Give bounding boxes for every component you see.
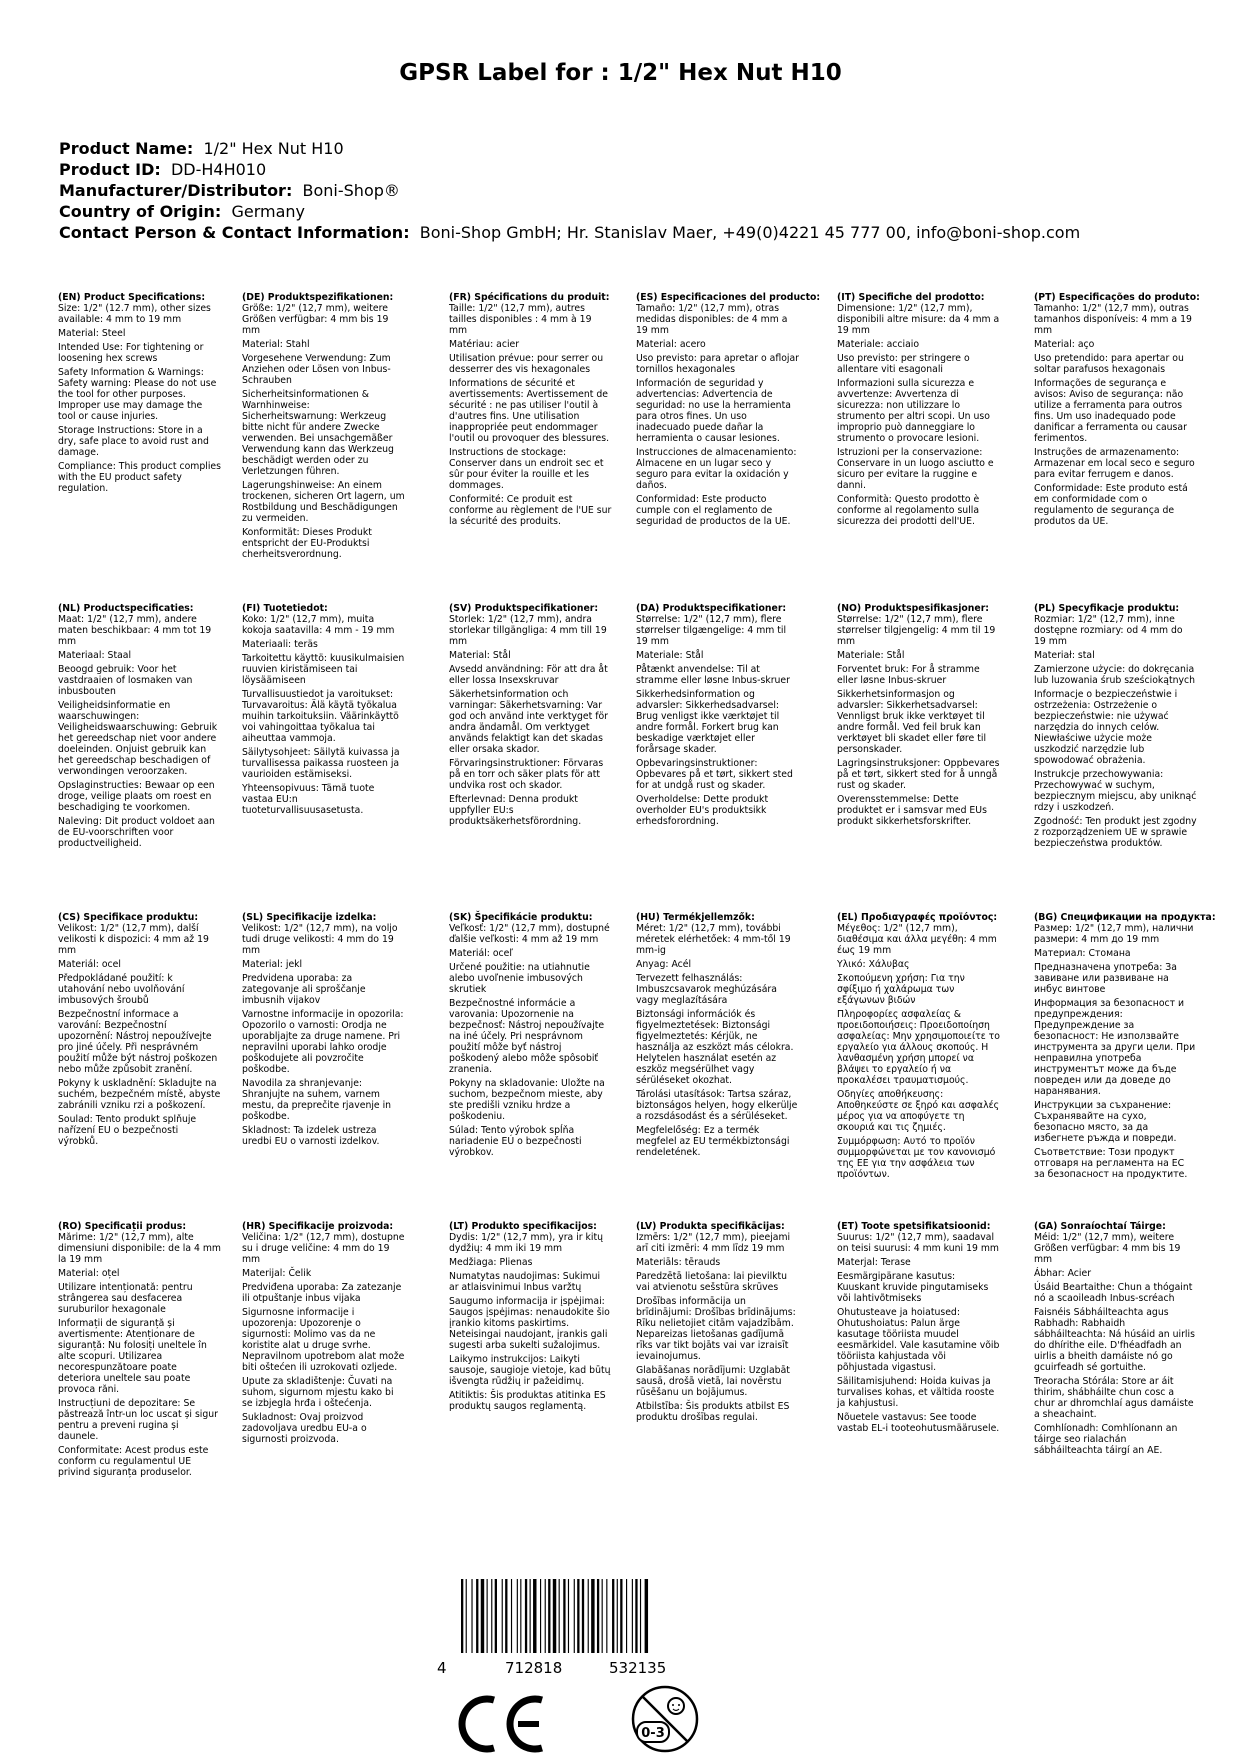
spec-paragraph: Utilizare intenționată: pentru strângerea sau desfacerea suruburilor hexagonale bbox=[58, 1282, 193, 1315]
barcode-digit-lead: 4 bbox=[437, 1659, 447, 1677]
spec-paragraph: Instrucciones de almacenamiento: Almacene en un lugar seco y seguro para evitar la oxidación y daños. bbox=[636, 447, 797, 491]
ce-mark-icon bbox=[458, 1694, 553, 1754]
product-name-row bbox=[59, 138, 1080, 159]
spec-paragraph: Storlek: 1/2" (12,7 mm), andra storlekar tillgängliga: 4 mm till 19 mm bbox=[449, 614, 607, 647]
spec-paragraph: Informações de segurança e avisos: Aviso de segurança: não utilize a ferramenta para outros fins. Um uso inadequado pode danificar a ferramenta ou causar ferimentos. bbox=[1034, 378, 1187, 444]
spec-paragraph: Informations de sécurité et avertissements: Avertissement de sécurité : ne pas utiliser l'outil à d'autres fins. Une utilisation inappropriée peut endommager l'outil ou provoquer des blessures. bbox=[449, 378, 610, 444]
spec-heading: (IT) Specifiche del prodotto: bbox=[837, 292, 985, 303]
spec-paragraph: Atitiktis: Šis produktas atitinka ES produktų saugos reglamentą. bbox=[449, 1390, 606, 1412]
spec-paragraph: Инструкции за съхранение: Съхранявайте на сухо, безопасно място, за да избегнете ръжда и повреди. bbox=[1034, 1100, 1177, 1144]
product-info bbox=[59, 138, 1080, 243]
product-id-row bbox=[59, 159, 1080, 180]
spec-paragraph: Material: Steel bbox=[58, 328, 126, 339]
spec-paragraph: Veiligheidsinformatie en waarschuwingen: Veiligheidswaarschuwing: Gebruik het gereedschap niet voor andere doeleinden. Onjuist gebruik kan het gereedschap beschadigen of verwondingen veroorzaken. bbox=[58, 700, 218, 777]
spec-paragraph: Sukladnost: Ovaj proizvod zadovoljava uredbu EU-a o sigurnosti proizvoda. bbox=[242, 1412, 367, 1445]
spec-paragraph: Materjal: Terase bbox=[837, 1257, 911, 1268]
spec-paragraph: Predviđena uporaba: Za zatezanje ili otpuštanje inbus vijaka bbox=[242, 1282, 402, 1304]
spec-paragraph: Υλικό: Χάλυβας bbox=[837, 959, 910, 970]
info-value: 1/2" Hex Nut H10 bbox=[203, 139, 344, 158]
spec-paragraph: Koko: 1/2" (12,7 mm), muita kokoja saatavilla: 4 mm - 19 mm bbox=[242, 614, 395, 636]
spec-paragraph: Biztonsági információk és figyelmeztetések: Biztonsági figyelmeztetés: Kérjük, ne használja az eszközt más célokra. Helytelen használat esetén az eszköz megsérülhet vagy sérüléseket okozhat. bbox=[636, 1009, 794, 1086]
info-label: Product Name: bbox=[59, 139, 194, 158]
spec-paragraph: Informații de siguranță și avertismente: Atenționare de siguranță: Nu folosiți uneltele în alte scopuri. Utilizarea necorespunzătoare poate deteriora uneltele sau poate provoca răni. bbox=[58, 1318, 207, 1395]
spec-block bbox=[242, 912, 405, 1150]
spec-paragraph: Istruzioni per la conservazione: Conservare in un luogo asciutto e sicuro per evitare la ruggine e danni. bbox=[837, 447, 994, 491]
spec-paragraph: Zamierzone użycie: do dokręcania lub luzowania śrub sześciokątnych bbox=[1034, 664, 1196, 686]
spec-block bbox=[58, 292, 221, 497]
spec-block bbox=[449, 1221, 612, 1415]
spec-paragraph: Instructions de stockage: Conserver dans un endroit sec et sûr pour éviter la rouille et les dommages. bbox=[449, 447, 604, 491]
spec-paragraph: Opbevaringsinstruktioner: Opbevares på et tørt, sikkert sted for at undgå rust og skader. bbox=[636, 758, 793, 791]
spec-heading: (LT) Produkto specifikacijos: bbox=[449, 1221, 597, 1232]
spec-paragraph: Izmērs: 1/2" (12,7 mm), pieejami arī citi izmēri: 4 mm līdz 19 mm bbox=[636, 1232, 791, 1254]
spec-paragraph: Comhlíonadh: Comhlíonann an táirge seo rialachán sábháilteachta táirgí an AE. bbox=[1034, 1423, 1178, 1456]
spec-heading: (ET) Toote spetsifikatsioonid: bbox=[837, 1221, 991, 1232]
spec-paragraph: Paredzētā lietošana: lai pievilktu vai atvienotu sešstūra skrūves bbox=[636, 1271, 788, 1293]
spec-heading: (SK) Špecifikácie produktu: bbox=[449, 912, 593, 923]
spec-heading: (DE) Produktspezifikationen: bbox=[242, 292, 394, 303]
spec-paragraph: Material: Stål bbox=[449, 650, 511, 661]
spec-paragraph: Efterlevnad: Denna produkt uppfyller EU:s produktsäkerhetsförordning. bbox=[449, 794, 582, 827]
spec-paragraph: Uso previsto: para apretar o aflojar tornillos hexagonales bbox=[636, 353, 799, 375]
spec-paragraph: Sicherheitsinformationen & Warnhinweise: Sicherheitswarnung: Werkzeug bitte nicht für andere Zwecke verwenden. Bei unsachgemäßer Verwendung kann das Werkzeug beschädigt werden oder zu Verletzungen führen. bbox=[242, 389, 394, 477]
country-row bbox=[59, 201, 1080, 222]
spec-paragraph: Σκοπούμενη χρήση: Για την σφίξιμο ή χαλάρωμα των εξάγωνων βιδών bbox=[837, 973, 965, 1006]
spec-block bbox=[636, 292, 821, 530]
spec-paragraph: Información de seguridad y advertencias: Advertencia de seguridad: no use la herramienta para otros fines. Un uso inadecuado puede dañar la herramienta o causar lesiones. bbox=[636, 378, 791, 444]
spec-block bbox=[837, 912, 1000, 1183]
spec-paragraph: Säilitamisjuhend: Hoida kuivas ja turvalises kohas, et vältida rooste ja kahjustusi. bbox=[837, 1376, 995, 1409]
age-range-label: 0-3 bbox=[641, 1726, 665, 1741]
info-value: Boni-Shop® bbox=[302, 181, 400, 200]
spec-heading: (HR) Specifikacije proizvoda: bbox=[242, 1221, 394, 1232]
spec-paragraph: Uso pretendido: para apertar ou soltar parafusos hexagonais bbox=[1034, 353, 1184, 375]
spec-paragraph: Materiāls: tērauds bbox=[636, 1257, 721, 1268]
spec-paragraph: Opslaginstructies: Bewaar op een droge, veilige plaats om roest en beschadiging te voorkomen. bbox=[58, 780, 215, 813]
spec-paragraph: Bezpečnostní informace a varování: Bezpečnostní upozornění: Nástroj nepoužívejte pro jiné účely. Při nesprávném použití může být nástroj poškozen nebo může způsobit zranění. bbox=[58, 1009, 218, 1075]
spec-paragraph: Säkerhetsinformation och varningar: Säkerhetsvarning: Var god och använd inte verktyget för andra ändamål. Om verktyget används felaktigt kan det skadas eller orsaka skador. bbox=[449, 689, 609, 755]
spec-paragraph: Materiał: stal bbox=[1034, 650, 1095, 661]
spec-paragraph: Materiál: oceľ bbox=[449, 948, 513, 959]
spec-block bbox=[449, 912, 612, 1161]
spec-paragraph: Suurus: 1/2" (12,7 mm), saadaval on teisi suurusi: 4 mm kuni 19 mm bbox=[837, 1232, 999, 1254]
spec-paragraph: Předpokládané použití: k utahování nebo uvolňování imbusových šroubů bbox=[58, 973, 185, 1006]
spec-heading: (EL) Προδιαγραφές προϊόντος: bbox=[837, 912, 998, 923]
spec-paragraph: Medžiaga: Plienas bbox=[449, 1257, 533, 1268]
spec-paragraph: Pokyny k uskladnění: Skladujte na suchém, bezpečném místě, abyste zabránili vzniku rzi a poškození. bbox=[58, 1078, 221, 1111]
spec-paragraph: Compliance: This product complies with the EU product safety regulation. bbox=[58, 461, 221, 494]
spec-paragraph: Størrelse: 1/2" (12,7 mm), flere størrelser tilgjengelig: 4 mm til 19 mm bbox=[837, 614, 996, 647]
spec-paragraph: Pokyny na skladovanie: Uložte na suchom, bezpečnom mieste, aby ste predišli vzniku hrdze a poškodeniu. bbox=[449, 1078, 605, 1122]
spec-paragraph: Μέγεθος: 1/2" (12,7 mm), διαθέσιμα και άλλα μεγέθη: 4 mm έως 19 mm bbox=[837, 923, 997, 956]
info-label: Country of Origin: bbox=[59, 202, 222, 221]
spec-paragraph: Intended Use: For tightening or loosening hex screws bbox=[58, 342, 204, 364]
spec-paragraph: Ohutusteave ja hoiatused: Ohutushoiatus: Palun ärge kasutage tööriista muudel eesmärkidel. Vale kasutamine võib tööriista kahjustada või põhjustada vigastusi. bbox=[837, 1307, 1000, 1373]
spec-paragraph: Velikost: 1/2" (12,7 mm), na voljo tudi druge velikosti: 4 mm do 19 mm bbox=[242, 923, 398, 956]
spec-paragraph: Συμμόρφωση: Αυτό το προϊόν συμμορφώνεται με τον κανονισμό της ΕΕ για την ασφάλεια των προϊόντων. bbox=[837, 1136, 996, 1180]
spec-paragraph: Instrucțiuni de depozitare: Se păstrează într-un loc uscat și sigur pentru a preveni rugina și daunele. bbox=[58, 1398, 219, 1442]
spec-heading: (ES) Especificaciones del producto: bbox=[636, 292, 821, 303]
spec-paragraph: Informacje o bezpieczeństwie i ostrzeżenia: Ostrzeżenie o bezpieczeństwie: nie używać narzędzia do innych celów. Niewłaściwe użycie może uszkodzić narzędzie lub spowodować obrażenia. bbox=[1034, 689, 1178, 766]
spec-paragraph: Storage Instructions: Store in a dry, safe place to avoid rust and damage. bbox=[58, 425, 209, 458]
spec-heading: (SV) Produktspecifikationer: bbox=[449, 603, 599, 614]
spec-paragraph: Naleving: Dit product voldoet aan de EU-voorschriften voor productveiligheid. bbox=[58, 816, 215, 849]
spec-paragraph: Størrelse: 1/2" (12,7 mm), flere størrelser tilgængelige: 4 mm til 19 mm bbox=[636, 614, 787, 647]
spec-paragraph: Conformidade: Este produto está em conformidade com o regulamento de segurança de produtos da UE. bbox=[1034, 483, 1188, 527]
spec-block bbox=[1034, 912, 1216, 1183]
spec-paragraph: Size: 1/2" (12.7 mm), other sizes available: 4 mm to 19 mm bbox=[58, 303, 211, 325]
spec-paragraph: Tamanho: 1/2" (12,7 mm), outras tamanhos disponíveis: 4 mm a 19 mm bbox=[1034, 303, 1192, 336]
spec-block bbox=[636, 603, 799, 830]
spec-paragraph: Material: aço bbox=[1034, 339, 1095, 350]
spec-paragraph: Размер: 1/2" (12,7 mm), налични размери: 4 mm до 19 mm bbox=[1034, 923, 1194, 945]
spec-paragraph: Lagerungshinweise: An einem trockenen, sicheren Ort lagern, um Rostbildung und Beschädigungen zu vermeiden. bbox=[242, 480, 405, 524]
spec-block bbox=[1034, 1221, 1197, 1459]
spec-paragraph: Soulad: Tento produkt splňuje nařízení EU o bezpečnosti výrobků. bbox=[58, 1114, 197, 1147]
spec-paragraph: Съответствие: Този продукт отговаря на регламента на ЕС за безопасност на продуктите. bbox=[1034, 1147, 1188, 1180]
spec-paragraph: Materiaali: teräs bbox=[242, 639, 318, 650]
spec-paragraph: Saugumo informacija ir įspėjimai: Saugos įspėjimas: nenaudokite šio įrankio kitoms paskirtims. Neteisingai naudojant, įrankis gali sugesti arba sukelti sužalojimus. bbox=[449, 1296, 610, 1351]
page-title: GPSR Label for : 1/2" Hex Nut H10 bbox=[399, 60, 842, 86]
barcode bbox=[437, 1577, 687, 1677]
spec-paragraph: Anyag: Acél bbox=[636, 959, 692, 970]
spec-paragraph: Instrukcje przechowywania: Przechowywać w suchym, bezpiecznym miejscu, aby uniknąć rdzy i uszkodzeń. bbox=[1034, 769, 1197, 813]
spec-paragraph: Größe: 1/2" (12,7 mm), weitere Größen verfügbar: 4 mm bis 19 mm bbox=[242, 303, 389, 336]
spec-paragraph: Maat: 1/2" (12,7 mm), andere maten beschikbaar: 4 mm tot 19 mm bbox=[58, 614, 212, 647]
spec-paragraph: Velikost: 1/2" (12,7 mm), další velikosti k dispozici: 4 mm až 19 mm bbox=[58, 923, 209, 956]
spec-paragraph: Veľkosť: 1/2" (12,7 mm), dostupné ďalšie veľkosti: 4 mm až 19 mm bbox=[449, 923, 610, 945]
spec-paragraph: Uso previsto: per stringere o allentare viti esagonali bbox=[837, 353, 970, 375]
spec-heading: (SL) Specifikacije izdelka: bbox=[242, 912, 377, 923]
spec-paragraph: Tarkoitettu käyttö: kuusikulmaisien ruuvien kiristämiseen tai löysäämiseen bbox=[242, 653, 405, 686]
spec-paragraph: Konformität: Dieses Produkt entspricht der EU-Produktsi cherheitsverordnung. bbox=[242, 527, 372, 560]
spec-paragraph: Material: acero bbox=[636, 339, 706, 350]
spec-paragraph: Treoracha Stórála: Store ar áit thirim, shábháilte chun cosc a chur ar dhromchlaí agus damáiste a sheachaint. bbox=[1034, 1376, 1194, 1420]
spec-paragraph: Overensstemmelse: Dette produktet er i samsvar med EUs produkt sikkerhetsforskrifter. bbox=[837, 794, 987, 827]
spec-paragraph: Instruções de armazenamento: Armazenar em local seco e seguro para evitar ferrugem e danos. bbox=[1034, 447, 1195, 480]
info-label: Contact Person & Contact Information: bbox=[59, 223, 410, 242]
info-value: Boni-Shop GmbH; Hr. Stanislav Maer, +49(0)4221 45 777 00, info@boni-shop.com bbox=[419, 223, 1081, 242]
spec-paragraph: Numatytas naudojimas: Sukimui ar atlaisvinimui Inbus varžtų bbox=[449, 1271, 601, 1293]
contact-row bbox=[59, 222, 1080, 243]
spec-paragraph: Materiaal: Staal bbox=[58, 650, 132, 661]
spec-paragraph: Určené použitie: na utiahnutie alebo uvoľnenie imbusových skrutiek bbox=[449, 962, 590, 995]
spec-heading: (LV) Produkta specifikācijas: bbox=[636, 1221, 785, 1232]
spec-paragraph: Turvallisuustiedot ja varoitukset: Turvavaroitus: Älä käytä työkalua muihin tarkoituksiin. Väärinkäyttö voi vahingoittaa työkalua tai aiheuttaa vammoja. bbox=[242, 689, 399, 744]
spec-block bbox=[1034, 603, 1197, 852]
spec-heading: (PT) Especificações do produto: bbox=[1034, 292, 1200, 303]
spec-heading: (GA) Sonraíochtaí Táirge: bbox=[1034, 1221, 1166, 1232]
spec-paragraph: Úsáid Beartaithe: Chun a thógaint nó a scaoileadh Inbus-scréach bbox=[1034, 1282, 1193, 1304]
spec-paragraph: Conformité: Ce produit est conforme au règlement de l'UE sur la sécurité des produits. bbox=[449, 494, 612, 527]
spec-block bbox=[449, 603, 612, 830]
spec-paragraph: Materijal: Čelik bbox=[242, 1268, 312, 1279]
spec-paragraph: Sikkerhetsinformasjon og advarsler: Sikkerhetsadvarsel: Vennligst bruk ikke verktøyet til andre formål. Ved feil bruk kan verktøyet bli skadet eller føre til personskader. bbox=[837, 689, 987, 755]
spec-paragraph: Méret: 1/2" (12,7 mm), további méretek elérhetőek: 4 mm-től 19 mm-ig bbox=[636, 923, 791, 956]
info-label: Manufacturer/Distributor: bbox=[59, 181, 293, 200]
spec-block bbox=[58, 603, 221, 852]
spec-paragraph: Lagringsinstruksjoner: Oppbevares på et tørt, sikkert sted for å unngå rust og skader. bbox=[837, 758, 1000, 791]
manufacturer-row bbox=[59, 180, 1080, 201]
spec-paragraph: Påtænkt anvendelse: Til at stramme eller løsne Inbus-skruer bbox=[636, 664, 790, 686]
spec-paragraph: Sigurnosne informacije i upozorenja: Upozorenje o sigurnosti: Molimo vas da ne koristite alat u druge svrhe. Nepravilnom upotrebom alat može biti oštećen ili uzrokovati ozljede. bbox=[242, 1307, 405, 1373]
spec-block bbox=[58, 912, 221, 1150]
spec-paragraph: Säilytysohjeet: Säilytä kuivassa ja turvallisessa paikassa ruosteen ja vaurioiden estämiseksi. bbox=[242, 747, 400, 780]
spec-paragraph: Skladnost: Ta izdelek ustreza uredbi EU o varnosti izdelkov. bbox=[242, 1125, 380, 1147]
spec-paragraph: Ábhar: Acier bbox=[1034, 1268, 1092, 1279]
spec-heading: (NL) Productspecificaties: bbox=[58, 603, 194, 614]
spec-block bbox=[449, 292, 612, 530]
spec-paragraph: Dimensione: 1/2" (12,7 mm), disponibili altre misure: da 4 mm a 19 mm bbox=[837, 303, 1000, 336]
spec-paragraph: Zgodność: Ten produkt jest zgodny z rozporządzeniem UE w sprawie bezpieczeństwa produktów. bbox=[1034, 816, 1197, 849]
spec-paragraph: Material: oțel bbox=[58, 1268, 120, 1279]
spec-paragraph: Bezpečnostné informácie a varovania: Upozornenie na bezpečnosť: Nástroj nepoužívajte na iné účely. Pri nesprávnom použití môže byť nástroj poškodený alebo môže spôsobiť zranenia. bbox=[449, 998, 605, 1075]
spec-block bbox=[837, 292, 1000, 530]
spec-heading: (HU) Termékjellemzők: bbox=[636, 912, 755, 923]
spec-paragraph: Upute za skladištenje: Čuvati na suhom, sigurnom mjestu kako bi se izbjegla hrđa i oštećenja. bbox=[242, 1376, 394, 1409]
spec-paragraph: Material: jekl bbox=[242, 959, 303, 970]
spec-heading: (NO) Produktspesifikasjoner: bbox=[837, 603, 990, 614]
spec-paragraph: Forventet bruk: For å stramme eller løsne Inbus-skruer bbox=[837, 664, 980, 686]
spec-block bbox=[1034, 292, 1200, 530]
spec-block bbox=[636, 1221, 799, 1426]
spec-heading: (RO) Specificații produs: bbox=[58, 1221, 187, 1232]
spec-heading: (FI) Tuotetiedot: bbox=[242, 603, 328, 614]
spec-paragraph: Material: Stahl bbox=[242, 339, 310, 350]
spec-paragraph: Megfelelőség: Ez a termék megfelel az EU termékbiztonsági rendeletének. bbox=[636, 1125, 790, 1158]
spec-paragraph: Overholdelse: Dette produkt overholder EU's produktsikk erhedsforordning. bbox=[636, 794, 769, 827]
spec-heading: (EN) Product Specifications: bbox=[58, 292, 206, 303]
spec-paragraph: Materiál: ocel bbox=[58, 959, 121, 970]
spec-paragraph: Materiale: Stål bbox=[636, 650, 704, 661]
info-value: DD-H4H010 bbox=[170, 160, 267, 179]
spec-block bbox=[636, 912, 799, 1161]
spec-paragraph: Materiale: acciaio bbox=[837, 339, 920, 350]
spec-paragraph: Taille: 1/2" (12,7 mm), autres tailles disponibles : 4 mm à 19 mm bbox=[449, 303, 592, 336]
spec-paragraph: Информация за безопасност и предупреждения: Предупреждение за безопасност: Не използвайте инструмента за други цели. При неправилна употреба инструментът може да бъде повреден или да доведе до наранявания. bbox=[1034, 998, 1196, 1097]
spec-paragraph: Matériau: acier bbox=[449, 339, 520, 350]
barcode-digits-right: 532135 bbox=[609, 1659, 667, 1677]
spec-block bbox=[837, 1221, 1000, 1437]
spec-heading: (DA) Produktspecifikationer: bbox=[636, 603, 787, 614]
spec-paragraph: Dydis: 1/2" (12,7 mm), yra ir kitų dydžių: 4 mm iki 19 mm bbox=[449, 1232, 604, 1254]
spec-heading: (BG) Спецификации на продукта: bbox=[1034, 912, 1216, 923]
spec-paragraph: Tárolási utasítások: Tartsa száraz, biztonságos helyen, hogy elkerülje a rozsdásodást és a sérüléseket. bbox=[636, 1089, 798, 1122]
spec-paragraph: Материал: Стомана bbox=[1034, 948, 1131, 959]
spec-paragraph: Faisnéis Sábháilteachta agus Rabhadh: Rabhaidh sábháilteachta: Ná húsáid an uirlis do dhírithe eile. D'fhéadfadh an uirlis a bheith damáiste nó go gcuirfeadh sé gortuithe. bbox=[1034, 1307, 1195, 1373]
spec-block bbox=[58, 1221, 221, 1481]
spec-paragraph: Nõuetele vastavus: See toode vastab EL-i tooteohutusmäärusele. bbox=[837, 1412, 1000, 1434]
spec-paragraph: Beoogd gebruik: Voor het vastdraaien of losmaken van inbusbouten bbox=[58, 664, 193, 697]
spec-paragraph: Safety Information & Warnings: Safety warning: Please do not use the tool for other purposes. Improper use may damage the tool or cause injuries. bbox=[58, 367, 217, 422]
spec-paragraph: Eesmärgipärane kasutus: Kuuskant kruvide pingutamiseks või lahtivõtmiseks bbox=[837, 1271, 989, 1304]
spec-paragraph: Tamaño: 1/2" (12,7 mm), otras medidas disponibles: de 4 mm a 19 mm bbox=[636, 303, 788, 336]
info-label: Product ID: bbox=[59, 160, 161, 179]
spec-paragraph: Sikkerhedsinformation og advarsler: Sikkerhedsadvarsel: Brug venligst ikke værktøjet til andre formål. Forkert brug kan beskadige værktøjet eller forårsage skader. bbox=[636, 689, 780, 755]
spec-paragraph: Förvaringsinstruktioner: Förvaras på en torr och säker plats för att undvika rost och skador. bbox=[449, 758, 604, 791]
spec-paragraph: Veličina: 1/2" (12,7 mm), dostupne su i druge veličine: 4 mm do 19 mm bbox=[242, 1232, 405, 1265]
spec-block bbox=[242, 1221, 405, 1448]
spec-heading: (PL) Specyfikacje produktu: bbox=[1034, 603, 1180, 614]
spec-paragraph: Atbilstība: Šis produkts atbilst ES produktu drošības regulai. bbox=[636, 1401, 790, 1423]
spec-heading: (FR) Spécifications du produit: bbox=[449, 292, 610, 303]
spec-paragraph: Yhteensopivuus: Tämä tuote vastaa EU:n tuoteturvallisuusasetusta. bbox=[242, 783, 375, 816]
spec-paragraph: Avsedd användning: För att dra åt eller lossa Insexskruvar bbox=[449, 664, 608, 686]
spec-paragraph: Materiale: Stål bbox=[837, 650, 905, 661]
spec-paragraph: Predvidena uporaba: za zategovanje ali sproščanje imbusnih vijakov bbox=[242, 973, 366, 1006]
spec-block bbox=[242, 603, 405, 819]
spec-paragraph: Utilisation prévue: pour serrer ou desserrer des vis hexagonales bbox=[449, 353, 604, 375]
spec-paragraph: Varnostne informacije in opozorila: Opozorilo o varnosti: Orodja ne uporabljajte za druge namene. Pri nepravilni uporabi lahko orodje poškodujete ali povzročite poškodbe. bbox=[242, 1009, 404, 1075]
info-value: Germany bbox=[231, 202, 305, 221]
spec-paragraph: Rozmiar: 1/2" (12,7 mm), inne dostępne rozmiary: od 4 mm do 19 mm bbox=[1034, 614, 1183, 647]
spec-paragraph: Conformitate: Acest produs este conform cu regulamentul UE privind siguranța produselor. bbox=[58, 1445, 209, 1478]
spec-paragraph: Tervezett felhasználás: Imbuszcsavarok meghúzására vagy meglazítására bbox=[636, 973, 777, 1006]
spec-paragraph: Súlad: Tento výrobok spĺňa nariadenie EÚ o bezpečnosti výrobkov. bbox=[449, 1125, 582, 1158]
spec-paragraph: Vorgesehene Verwendung: Zum Anziehen oder Lösen von Inbus-Schrauben bbox=[242, 353, 391, 386]
spec-paragraph: Informazioni sulla sicurezza e avvertenze: Avvertenza di sicurezza: non utilizzare lo strumento per altri scopi. Un uso improprio può danneggiare lo strumento o provocare lesioni. bbox=[837, 378, 990, 444]
spec-paragraph: Navodila za shranjevanje: Shranjujte na suhem, varnem mestu, da preprečite rjavenje in poškodbe. bbox=[242, 1078, 392, 1122]
spec-paragraph: Drošības informācija un brīdinājumi: Drošības brīdinājums: Rīku nelietojiet citām vajadzībām. Nepareizas lietošanas gadījumā rīks var tikt bojāts vai var izraisīt ievainojumus. bbox=[636, 1296, 796, 1362]
spec-block bbox=[837, 603, 1000, 830]
spec-block bbox=[242, 292, 405, 563]
spec-paragraph: Οδηγίες αποθήκευσης: Αποθηκεύστε σε ξηρό και ασφαλές μέρος για να αποφύγετε τη σκουριά και τις ζημιές. bbox=[837, 1089, 1000, 1133]
spec-paragraph: Mărime: 1/2" (12,7 mm), alte dimensiuni disponibile: de la 4 mm la 19 mm bbox=[58, 1232, 221, 1265]
spec-paragraph: Conformidad: Este producto cumple con el reglamento de seguridad de productos de la UE. bbox=[636, 494, 791, 527]
age-warning-icon bbox=[630, 1684, 700, 1754]
barcode-digits-left: 712818 bbox=[505, 1659, 563, 1677]
spec-paragraph: Conformità: Questo prodotto è conforme al regolamento sulla sicurezza dei prodotti dell'UE. bbox=[837, 494, 980, 527]
spec-paragraph: Предназначена употреба: За завиване или развиване на инбус винтове bbox=[1034, 962, 1177, 995]
spec-paragraph: Méid: 1/2" (12,7 mm), weitere Größen verfügbar: 4 mm bis 19 mm bbox=[1034, 1232, 1181, 1265]
spec-paragraph: Glabāšanas norādījumi: Uzglabāt sausā, drošā vietā, lai novērstu rūsēšanu un bojājumus. bbox=[636, 1365, 790, 1398]
spec-paragraph: Πληροφορίες ασφαλείας & προειδοποιήσεις: Προειδοποίηση ασφαλείας: Μην χρησιμοποιείτε το εργαλείο για άλλους σκοπούς. Η λανθασμένη χρήση μπορεί να βλάψει το εργαλείο ή να προκαλέσει τραυματισμούς. bbox=[837, 1009, 1000, 1086]
spec-heading: (CS) Specifikace produktu: bbox=[58, 912, 199, 923]
spec-paragraph: Laikymo instrukcijos: Laikyti sausoje, saugioje vietoje, kad būtų išvengta rūdžių ir pažeidimų. bbox=[449, 1354, 611, 1387]
